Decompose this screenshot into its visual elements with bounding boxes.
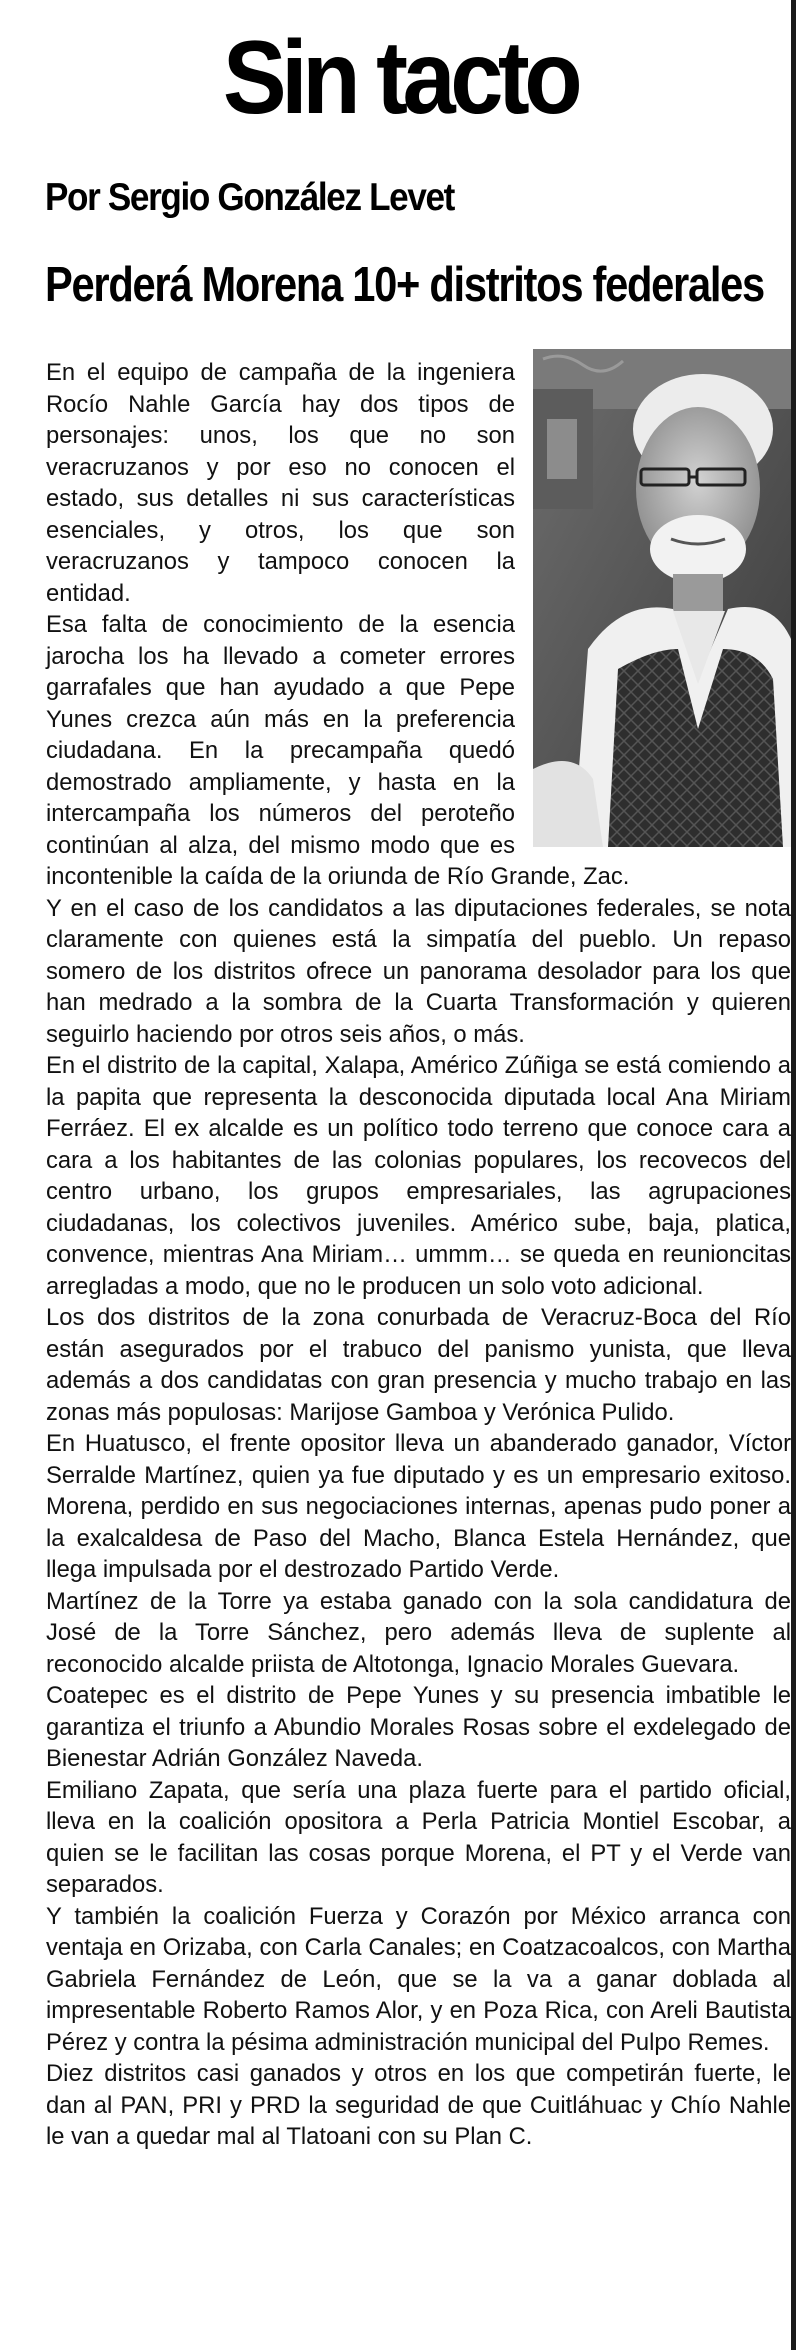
paragraph-6: En Huatusco, el frente opositor lleva un abanderado ganador, Víctor Serralde Martínez, quien ya fue diputado y es un empresario exitoso. Morena, perdido en sus negociaciones internas, apenas pudo poner a la exalcaldesa de Paso del Macho, Blanca Estela Hernández, que llega impulsada por el destrozado Partido Verde.: [46, 1430, 791, 1583]
article-headline: Perderá Morena 10+ distritos federales: [45, 258, 764, 312]
paragraph-10: Y también la coalición Fuerza y Corazón por México arranca con ventaja en Orizaba, con Carla Canales; en Coatzacoalcos, con Martha Gabriela Fernández de León, que se la va a ganar doblada al impresentable Roberto Ramos Alor, y en Poza Rica, con Areli Bautista Pérez y contra la pésima administración municipal del Pulpo Remes.: [46, 1902, 791, 2056]
column-title: Sin tacto: [222, 20, 578, 136]
paragraph-4: En el distrito de la capital, Xalapa, Américo Zúñiga se está comiendo a la papita que representa la desconocida diputada local Ana Miriam Ferráez. El ex alcalde es un político todo terreno que conoce cara a cara a los habitantes de las colonias populares, los recovecos del centro urbano, los grupos empresariales, las agrupaciones ciudadanas, los colectivos juveniles. Américo sube, baja, platica, convence, mientras Ana Miriam… ummm… se queda en reunioncitas arregladas a modo, que no le producen un solo voto adicional.: [46, 1052, 791, 1300]
paragraph-8: Coatepec es el distrito de Pepe Yunes y su presencia imbatible le garantiza el triunfo a Abundio Morales Rosas sobre el exdelegado de Bienestar Adrián González Naveda.: [46, 1682, 791, 1772]
photo-spacer: [533, 357, 791, 847]
paragraph-2: Esa falta de conocimiento de la esencia jarocha los ha llevado a cometer errores garrafales que han ayudado a que Pepe Yunes crezca aún más en la preferencia ciudadana. En la precampaña quedó demostrado ampliamente, y hasta en la intercampaña los números del peroteño continúan al alza, del mismo modo que es incontenible la caída de la oriunda de Río Grande, Zac.: [46, 611, 630, 890]
paragraph-7: Martínez de la Torre ya estaba ganado con la sola candidatura de José de la Torre Sánchez, pero además lleva de suplente al reconocido alcalde priista de Altotonga, Ignacio Morales Guevara.: [46, 1587, 791, 1678]
byline: Por Sergio González Levet: [45, 176, 455, 219]
paragraph-5: Los dos distritos de la zona conurbada de Veracruz-Boca del Río están asegurados por el trabuco del panismo yunista, que lleva además a dos candidatas con gran presencia y mucho trabajo en las zonas más populosas: Marijose Gamboa y Verónica Pulido.: [46, 1304, 791, 1426]
paragraph-3: Y en el caso de los candidatos a las diputaciones federales, se nota claramente con quienes está la simpatía del pueblo. Un repaso somero de los distritos ofrece un panorama desolador para los que han medrado a la sombra de la Cuarta Transformación y quieren seguirlo haciendo por otros seis años, o más.: [46, 894, 791, 1048]
column-rule: [791, 0, 796, 2350]
paragraph-9: Emiliano Zapata, que sería una plaza fuerte para el partido oficial, lleva en la coalición opositora a Perla Patricia Montiel Escobar, a quien se le facilitan las cosas porque Morena, el PT y el Verde van separados.: [46, 1776, 791, 1898]
paragraph-1: En el equipo de campaña de la ingeniera Rocío Nahle García hay dos tipos de personajes: unos, los que no son veracruzanos y por eso no conocen el estado, sus detalles ni sus características esenciales, y otros, los que son veracruzanos y tampoco conocen la entidad.: [46, 359, 515, 607]
article-body: [46, 357, 791, 2153]
paragraph-11: Diez distritos casi ganados y otros en los que competirán fuerte, le dan al PAN, PRI y PRD la seguridad de que Cuitláhuac y Chío Nahle le van a quedar mal al Tlatoani con su Plan C.: [46, 2060, 791, 2150]
